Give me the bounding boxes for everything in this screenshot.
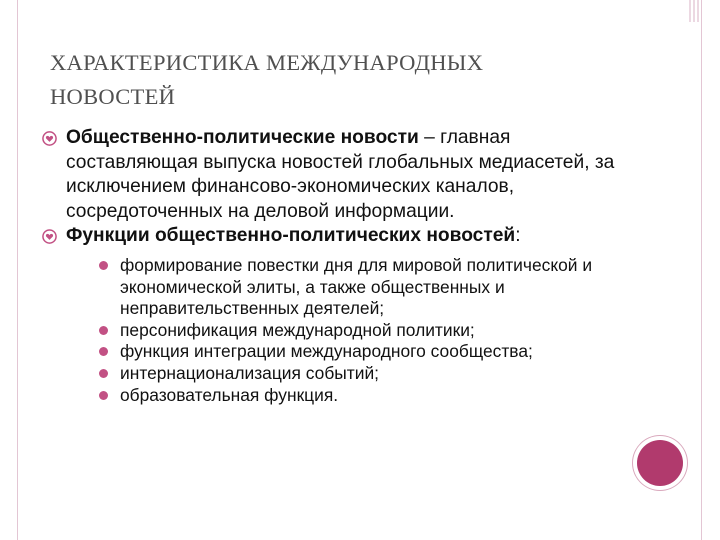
- decorative-circle: [637, 440, 683, 486]
- sub-item-5: [96, 385, 630, 407]
- dot-bullet-icon: [99, 261, 108, 270]
- slide-content: [40, 126, 630, 406]
- bullet-item-1: [40, 126, 630, 224]
- dot-bullet-icon: [99, 391, 108, 400]
- bullet-item-2-bold: Функции общественно-политических новостей: [66, 225, 516, 247]
- sub-item-3: [96, 341, 630, 363]
- sub-item-5-text: образовательная функция.: [120, 384, 339, 405]
- bullet-item-1-rest: – главная составляющая выпуска новостей глобальных медиасетей, за исключением финансово-экономических каналов, сосредоточенных на деловой информации.: [66, 127, 615, 222]
- functions-sublist: [66, 255, 630, 406]
- bullet-item-2-text: [66, 224, 630, 249]
- sub-item-3-text: функция интеграции международного сообщества;: [120, 341, 533, 362]
- heart-in-circle-icon: [42, 229, 57, 244]
- bullet-item-1-bold: Общественно-политические новости: [66, 127, 419, 148]
- sub-item-2-text: персонификация международной политики;: [120, 319, 475, 340]
- sub-item-4: [96, 363, 630, 385]
- dot-bullet-icon: [99, 347, 108, 356]
- bullet-item-2: [40, 224, 630, 406]
- corner-lines-decoration: [687, 0, 705, 22]
- bullet-item-1-text: [66, 126, 630, 224]
- sub-item-1-text: формирование повестки дня для мировой политической и экономической элиты, а также общественных и неправительственных деятелей;: [120, 254, 593, 319]
- dot-bullet-icon: [99, 326, 108, 335]
- slide-title-line-2: НОВОСТЕЙ: [50, 84, 176, 109]
- slide-title-line-1: ХАРАКТЕРИСТИКА МЕЖДУНАРОДНЫХ: [50, 50, 484, 75]
- heart-in-circle-icon: [42, 131, 57, 146]
- dot-bullet-icon: [99, 369, 108, 378]
- sub-item-2: [96, 320, 630, 342]
- slide-title: [50, 46, 650, 114]
- sub-item-4-text: интернационализация событий;: [120, 362, 380, 383]
- sub-item-1: [96, 255, 630, 320]
- bullet-item-2-rest: :: [515, 225, 521, 247]
